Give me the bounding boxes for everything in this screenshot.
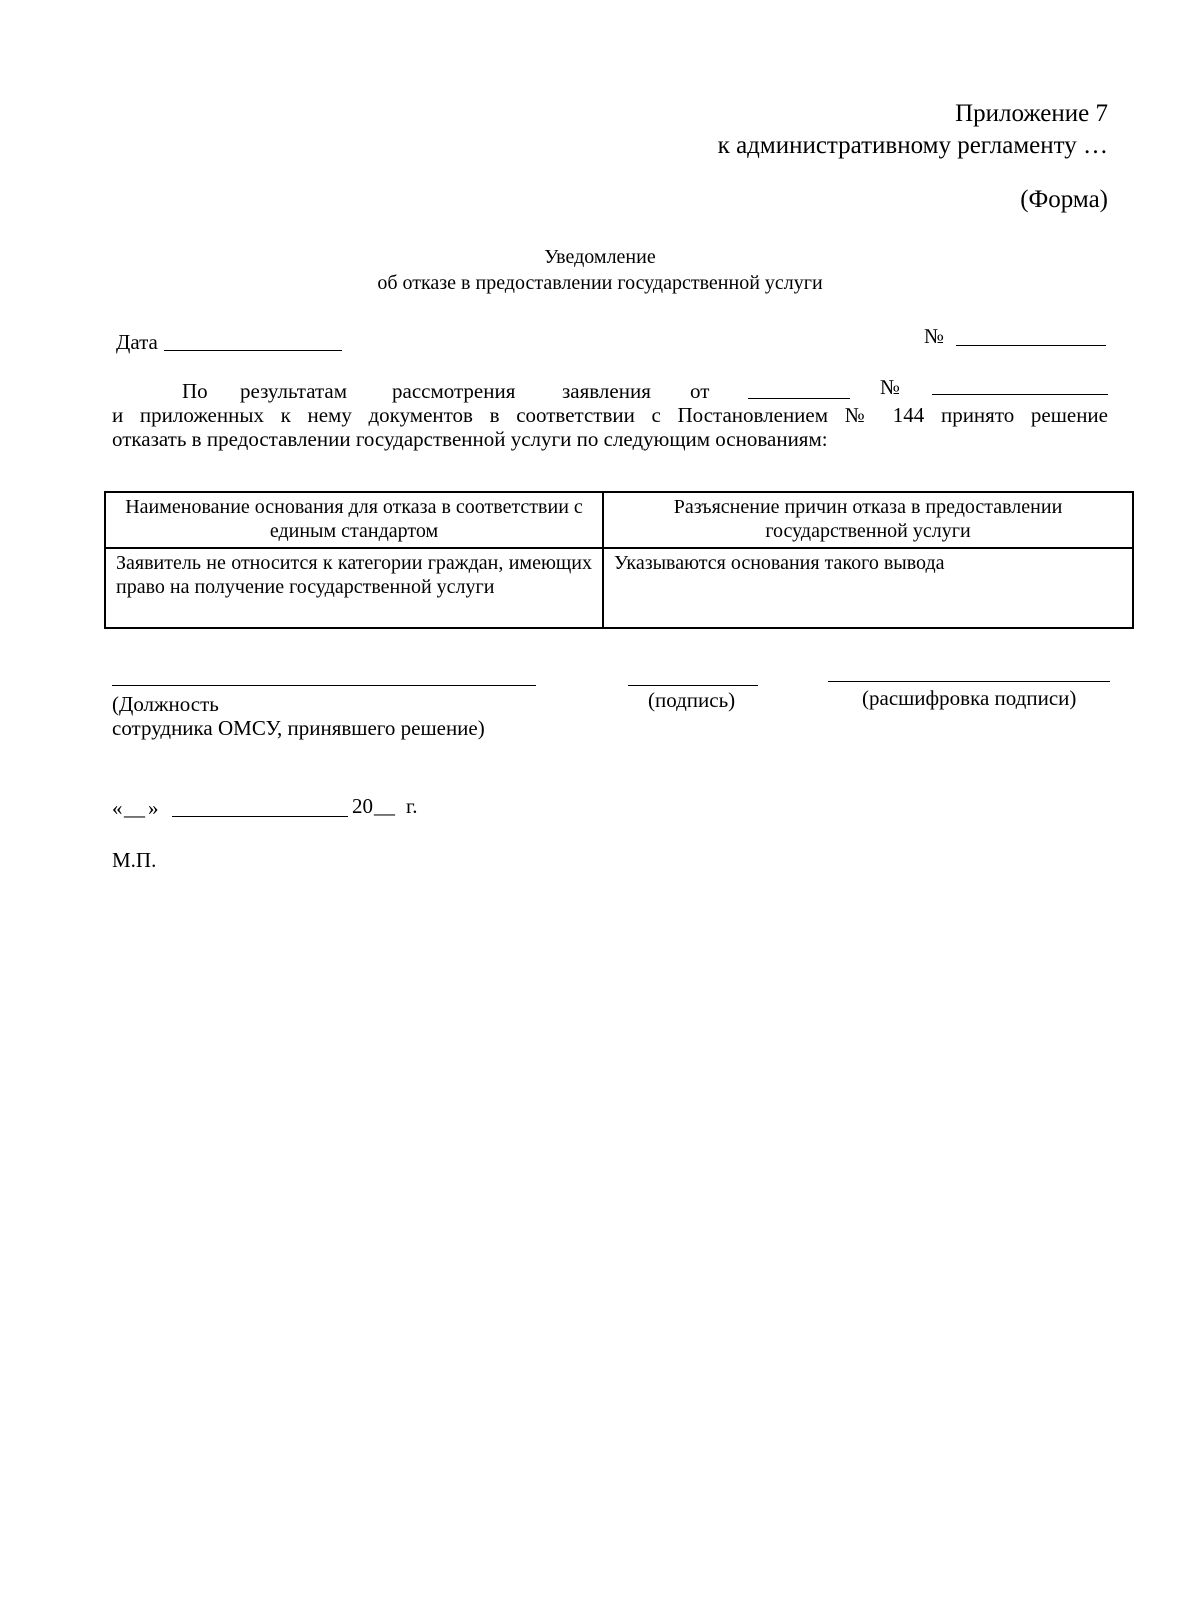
month-blank-line[interactable] [172,816,348,817]
refusal-reasons-table [104,491,1134,629]
number-blank-line[interactable] [956,345,1106,346]
document-subtitle: об отказе в предоставлении государственной услуги [377,272,823,294]
stamp-place-label: М.П. [112,848,157,872]
position-label: (Должность [112,692,219,716]
table-header-cell: Наименование основания для отказа в соответствии с единым стандартом [105,492,603,548]
signature-label: (подпись) [648,688,736,712]
body-word-from: от [690,379,710,403]
position-blank-line[interactable] [112,685,536,686]
table-cell: Указываются основания такого вывода [603,548,1133,628]
document-title: Уведомление [544,246,656,268]
table-cell: Заявитель не относится к категории граждан, имеющих право на получение государственной услуги [105,548,603,628]
body-word-results: результатам [240,379,348,403]
form-label: (Форма) [1020,186,1108,213]
date-blank-line[interactable] [164,350,342,351]
signature-decoding-label: (расшифровка подписи) [862,686,1077,710]
table-row [105,548,1133,628]
date-label: Дата [116,330,158,354]
application-date-blank[interactable] [748,398,850,399]
date-close-quote: » [148,796,159,820]
table-header-row [105,492,1133,548]
year-prefix: 20 [352,794,373,818]
year-blank[interactable]: __ [374,794,395,818]
decoding-blank-line[interactable] [828,681,1110,682]
application-number-blank[interactable] [932,394,1108,395]
body-word-po: По [182,379,208,403]
signature-blank-line[interactable] [628,685,758,686]
year-suffix: г. [406,794,418,818]
date-open-quote: « [112,796,123,820]
regulation-reference: к административному регламенту … [717,132,1108,159]
day-blank[interactable]: __ [124,796,145,820]
body-line2: и приложенных к нему документов в соответствии с Постановлением № 144 принято решение [112,403,1108,427]
application-number-sign: № [880,375,901,399]
body-line3: отказать в предоставлении государственной услуги по следующим основаниям: [112,427,828,451]
body-word-application: заявления [562,379,651,403]
number-label: № [924,324,945,348]
position-label-continued: сотрудника ОМСУ, принявшего решение) [112,716,485,740]
body-word-review: рассмотрения [392,379,516,403]
appendix-title: Приложение 7 [955,100,1108,127]
table-header-cell: Разъяснение причин отказа в предоставлении государственной услуги [603,492,1133,548]
